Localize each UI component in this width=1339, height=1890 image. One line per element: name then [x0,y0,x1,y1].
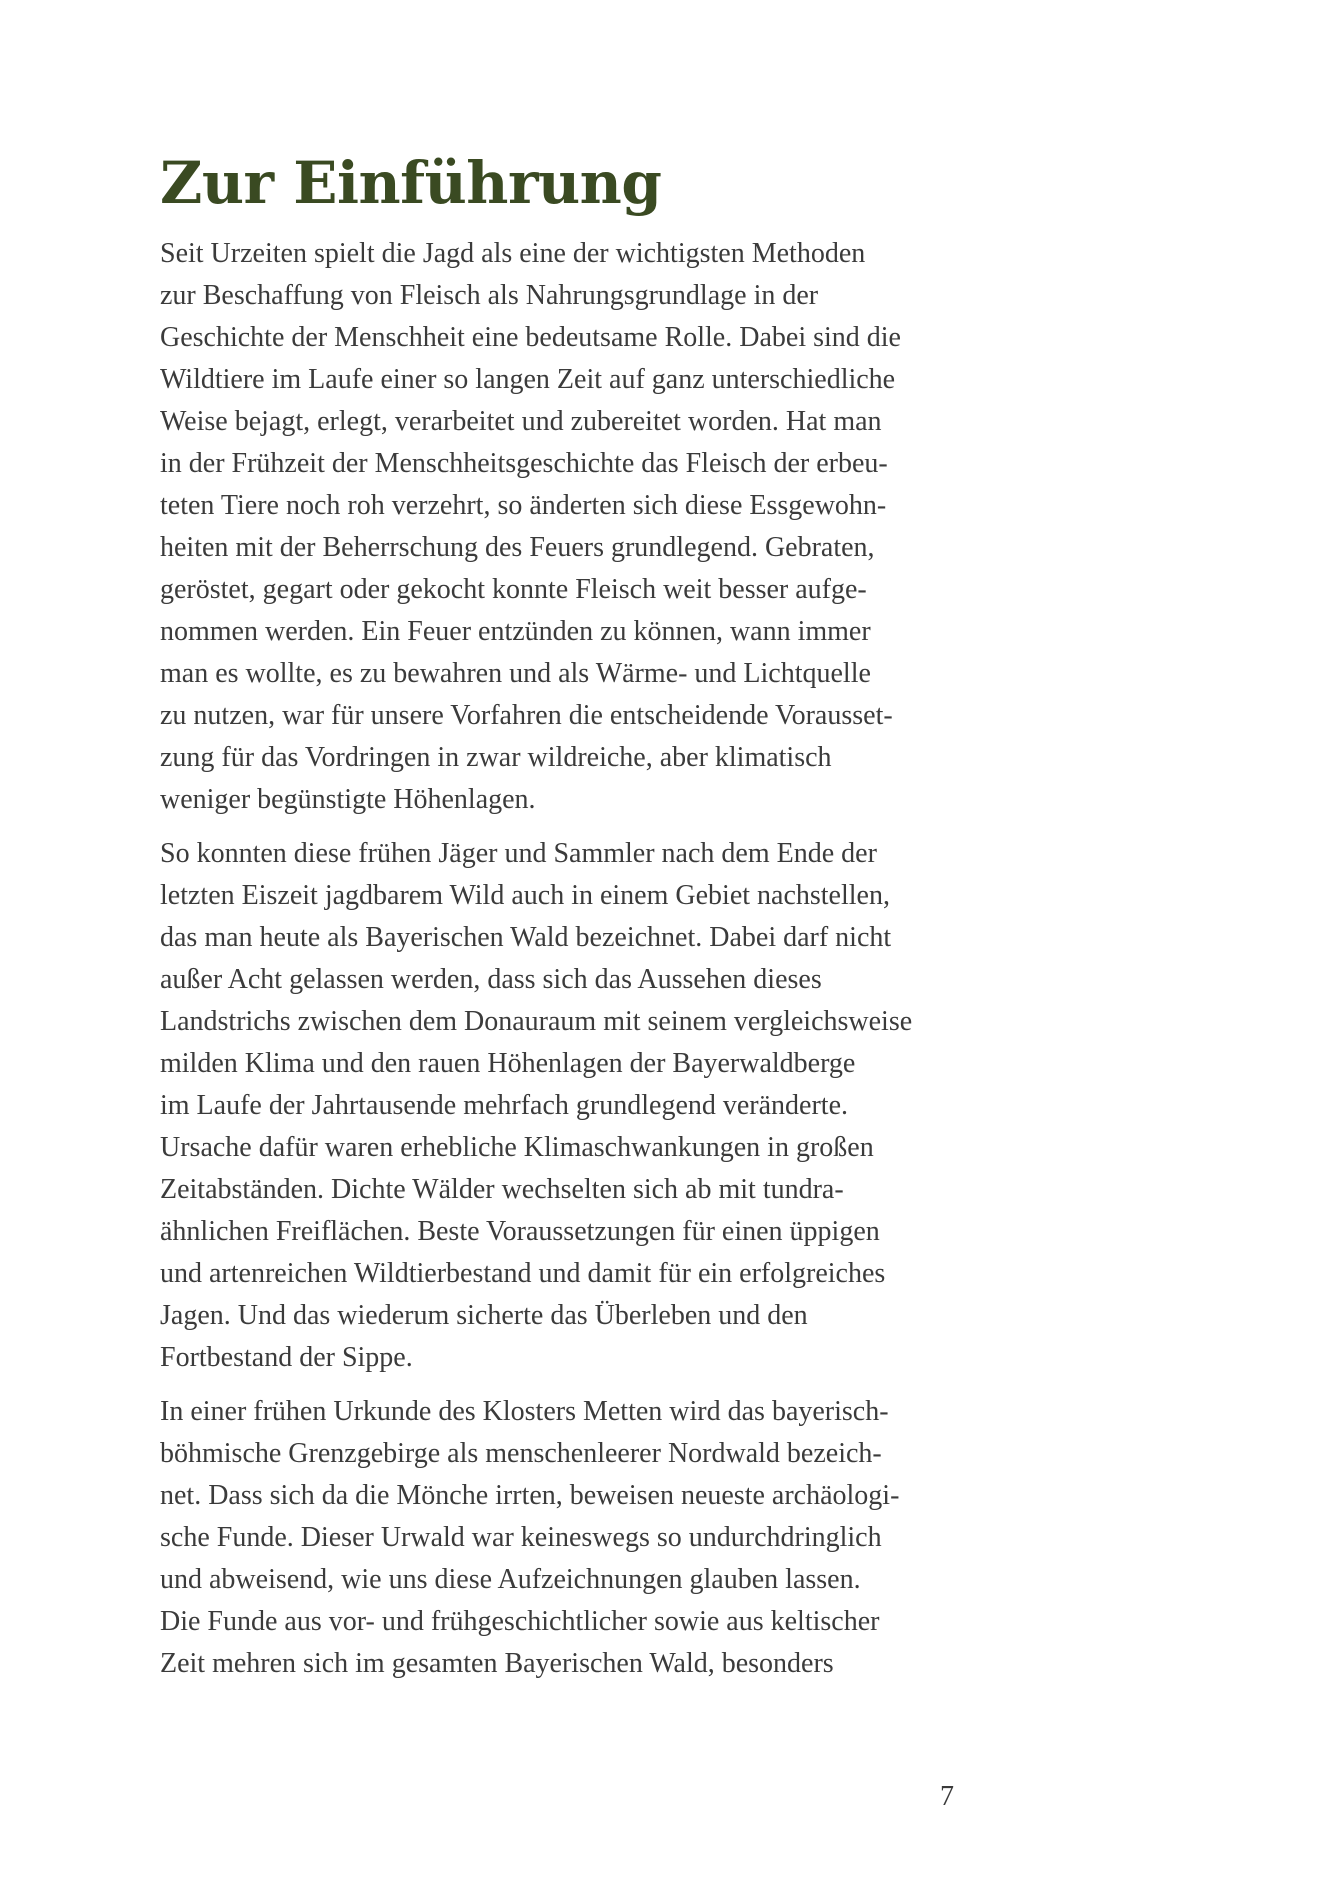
text-line: Geschichte der Menschheit eine bedeutsame Rolle. Dabei sind die [160,322,901,353]
text-line: letzten Eiszeit jagdbarem Wild auch in einem Gebiet nachstellen, [160,880,890,911]
text-line: böhmische Grenzgebirge als menschenleerer Nordwald bezeich- [160,1438,882,1469]
text-line: nommen werden. Ein Feuer entzünden zu können, wann immer [160,616,871,647]
text-line: Die Funde aus vor- und frühgeschichtlicher sowie aus keltischer [160,1606,880,1637]
text-line: milden Klima und den rauen Höhenlagen der Bayerwaldberge [160,1048,856,1079]
page-number: 7 [940,1781,954,1812]
text-line: Jagen. Und das wiederum sicherte das Überleben und den [160,1300,808,1331]
text-line: teten Tiere noch roh verzehrt, so änderten sich diese Essgewohn- [160,490,887,521]
text-line: das man heute als Bayerischen Wald bezeichnet. Dabei darf nicht [160,922,892,953]
text-line: und abweisend, wie uns diese Aufzeichnungen glauben lassen. [160,1564,861,1595]
chapter-heading: Zur Einführung [160,149,662,217]
text-line: zung für das Vordringen in zwar wildreiche, aber klimatisch [160,742,832,773]
text-line: Seit Urzeiten spielt die Jagd als eine der wichtigsten Methoden [160,238,866,269]
text-line: heiten mit der Beherrschung des Feuers grundlegend. Gebraten, [160,532,875,563]
text-line: man es wollte, es zu bewahren und als Wärme- und Lichtquelle [160,658,871,689]
text-line: sche Funde. Dieser Urwald war keineswegs so undurchdringlich [160,1522,882,1553]
paragraph-2 [160,833,912,1379]
text-line: Fortbestand der Sippe. [160,1342,413,1373]
text-line: So konnten diese frühen Jäger und Sammler nach dem Ende der [160,838,877,869]
text-line: weniger begünstigte Höhenlagen. [160,784,536,815]
text-line: geröstet, gegart oder gekocht konnte Fleisch weit besser aufge- [160,574,867,605]
text-line: in der Frühzeit der Menschheitsgeschichte das Fleisch der erbeu- [160,448,888,479]
text-line: In einer frühen Urkunde des Klosters Metten wird das bayerisch- [160,1396,889,1427]
text-line: Weise bejagt, erlegt, verarbeitet und zubereitet worden. Hat man [160,406,882,437]
text-line: zur Beschaffung von Fleisch als Nahrungsgrundlage in der [160,280,819,311]
text-line: Zeitabständen. Dichte Wälder wechselten sich ab mit tundra- [160,1174,844,1205]
text-line: Wildtiere im Laufe einer so langen Zeit auf ganz unterschiedliche [160,364,896,395]
text-line: außer Acht gelassen werden, dass sich das Aussehen dieses [160,964,822,995]
text-line: und artenreichen Wildtierbestand und damit für ein erfolgreiches [160,1258,886,1289]
text-line: ähnlichen Freiflächen. Beste Voraussetzungen für einen üppigen [160,1216,880,1247]
text-line: zu nutzen, war für unsere Vorfahren die entscheidende Vorausset- [160,700,893,731]
paragraph-3 [160,1391,899,1685]
text-line: Landstrichs zwischen dem Donauraum mit seinem vergleichsweise [160,1006,913,1037]
text-line: Zeit mehren sich im gesamten Bayerischen Wald, besonders [160,1648,834,1679]
text-line: im Laufe der Jahrtausende mehrfach grundlegend veränderte. [160,1090,849,1121]
text-line: net. Dass sich da die Mönche irrten, beweisen neueste archäologi- [160,1480,900,1511]
paragraph-1 [160,233,901,821]
text-line: Ursache dafür waren erhebliche Klimaschwankungen in großen [160,1132,874,1163]
